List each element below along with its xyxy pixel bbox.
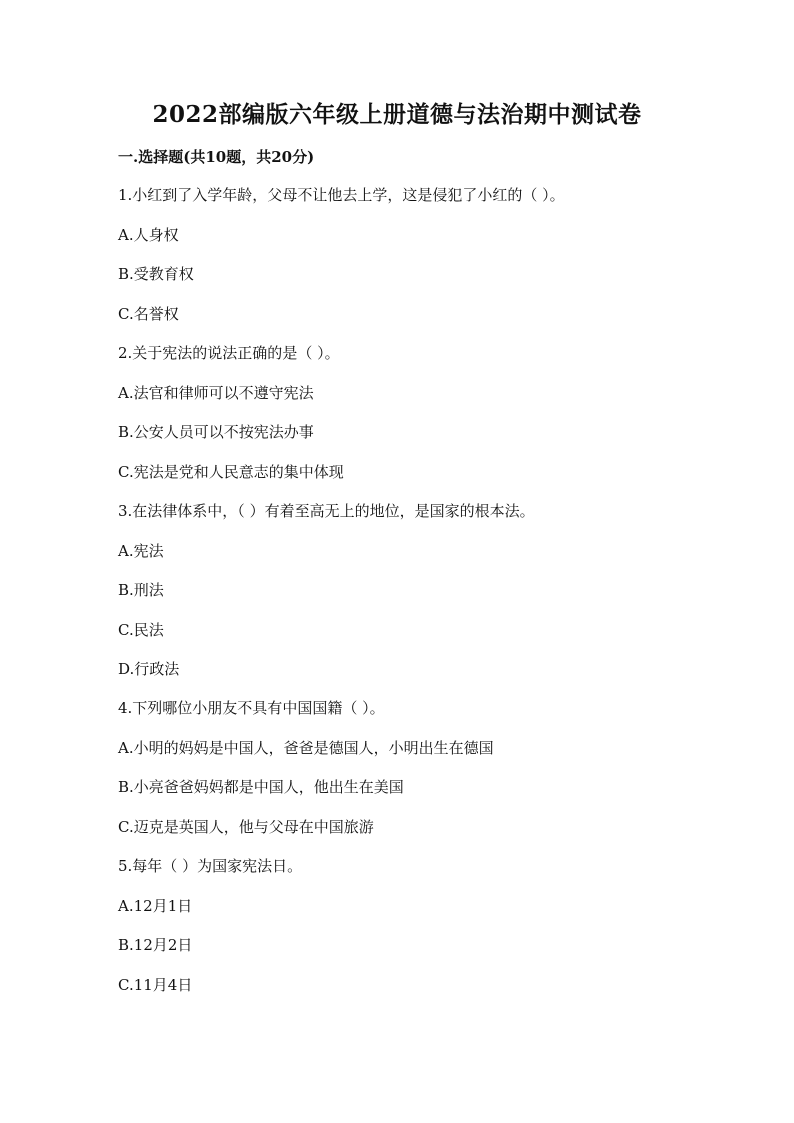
option-4b: B.小亮爸爸妈妈都是中国人，他出生在美国 [118, 778, 404, 796]
option-5b: B.12月2日 [118, 936, 193, 954]
option-3c: C.民法 [118, 621, 164, 639]
question-1: 1.小红到了入学年龄，父母不让他去上学，这是侵犯了小红的（ ）。 [118, 186, 565, 204]
option-2c: C.宪法是党和人民意志的集中体现 [118, 463, 344, 481]
option-1b: B.受教育权 [118, 265, 194, 283]
question-2: 2.关于宪法的说法正确的是（ ）。 [118, 344, 340, 362]
option-5c: C.11月4日 [118, 976, 193, 994]
option-5a: A.12月1日 [118, 897, 193, 915]
option-4c: C.迈克是英国人，他与父母在中国旅游 [118, 818, 374, 836]
option-3a: A.宪法 [118, 542, 164, 560]
option-1c: C.名誉权 [118, 305, 179, 323]
option-4a: A.小明的妈妈是中国人，爸爸是德国人，小明出生在德国 [118, 739, 494, 757]
option-2a: A.法官和律师可以不遵守宪法 [118, 384, 314, 402]
question-3: 3.在法律体系中，（ ）有着至高无上的地位，是国家的根本法。 [118, 502, 535, 520]
question-4: 4.下列哪位小朋友不具有中国国籍（ ）。 [118, 699, 385, 717]
option-2b: B.公安人员可以不按宪法办事 [118, 423, 314, 441]
option-1a: A.人身权 [118, 226, 179, 244]
section-heading: 一.选择题(共10题，共20分) [118, 148, 315, 166]
page-title: 2022部编版六年级上册道德与法治期中测试卷 [152, 101, 642, 128]
question-5: 5.每年（ ）为国家宪法日。 [118, 857, 303, 875]
option-3d: D.行政法 [118, 660, 180, 678]
option-3b: B.刑法 [118, 581, 164, 599]
